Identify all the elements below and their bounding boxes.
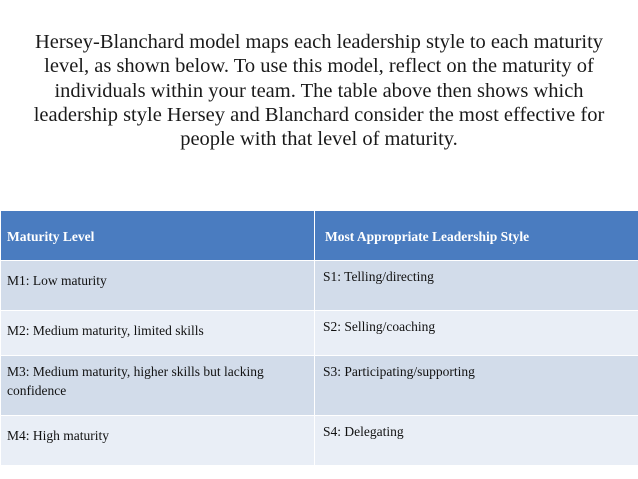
- style-cell: S1: Telling/directing: [315, 261, 638, 311]
- maturity-cell: M3: Medium maturity, higher skills but lacking confidence: [1, 356, 315, 416]
- table-row: [1, 356, 638, 416]
- maturity-style-table: [0, 210, 638, 466]
- table-row: [1, 261, 638, 311]
- style-cell: S4: Delegating: [315, 416, 638, 466]
- style-cell: S3: Participating/supporting: [315, 356, 638, 416]
- maturity-cell: M4: High maturity: [1, 416, 315, 466]
- style-cell: S2: Selling/coaching: [315, 311, 638, 356]
- table-header-row: [1, 211, 638, 261]
- intro-paragraph: Hersey-Blanchard model maps each leadership style to each maturity level, as shown below. To use this model, reflect on the maturity of individuals within your team. The table above then shows which leadership style Hersey and Blanchard consider the most effective for people with that level of maturity.: [33, 31, 605, 151]
- maturity-cell: M2: Medium maturity, limited skills: [1, 311, 315, 356]
- header-leadership-style: Most Appropriate Leadership Style: [315, 211, 638, 261]
- table-row: [1, 311, 638, 356]
- maturity-cell: M1: Low maturity: [1, 261, 315, 311]
- table-row: [1, 416, 638, 466]
- header-maturity-level: Maturity Level: [1, 211, 315, 261]
